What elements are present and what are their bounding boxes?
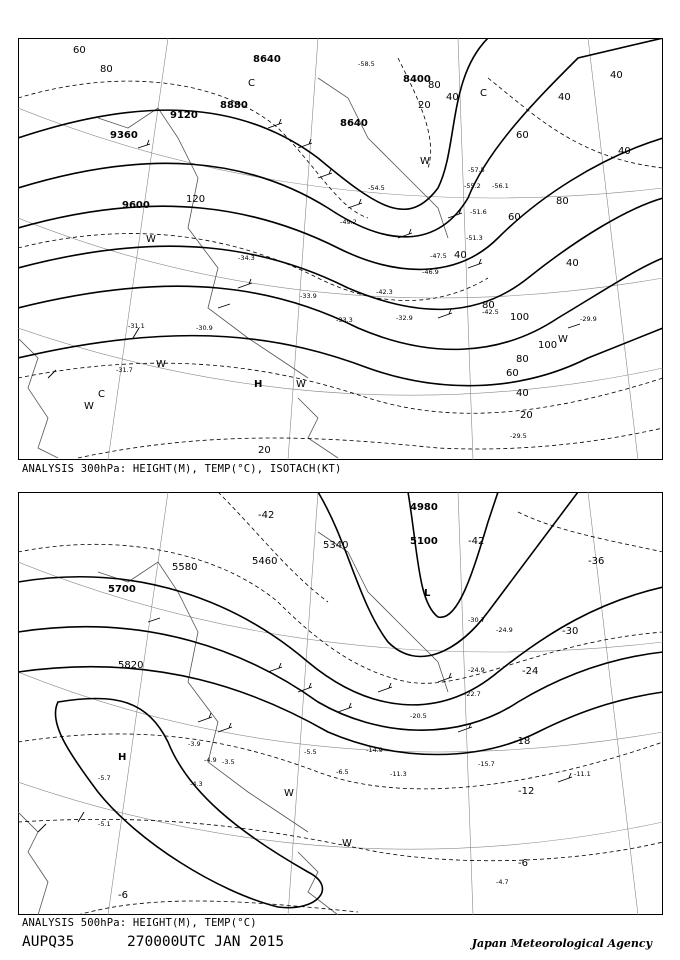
warm-center: W	[296, 379, 306, 390]
temperature-label: -14.9	[366, 746, 383, 754]
valid-time: 270000UTC JAN 2015	[127, 934, 285, 950]
isotach-label: 80	[100, 64, 113, 75]
analysis-300hpa-map	[18, 38, 663, 460]
wind-barbs	[38, 618, 572, 832]
warm-center: W	[420, 156, 430, 167]
cold-center: C	[248, 78, 255, 89]
isotach-label: 120	[186, 194, 206, 205]
warm-center: W	[342, 838, 352, 849]
cold-center: C	[98, 389, 105, 400]
isotherm-label: -36	[588, 556, 605, 567]
temperature-label: -56.1	[492, 182, 509, 190]
temperature-label: -31.7	[116, 366, 133, 374]
isotach-label: 20	[258, 445, 271, 456]
temperature-label: -29.9	[580, 315, 597, 323]
height-contours	[18, 492, 663, 908]
temperature-label: -24.9	[468, 666, 485, 674]
height-label: 5460	[252, 556, 278, 567]
isotherm-label: -18	[514, 736, 531, 747]
isotach-label: 40	[610, 70, 623, 81]
temperature-label: -55.2	[464, 182, 481, 190]
isotherm-label: -6	[518, 858, 528, 869]
warm-center: W	[558, 334, 568, 345]
isotherm-label: -12	[518, 786, 535, 797]
isotach-label: 80	[482, 300, 495, 311]
coastlines	[18, 532, 448, 915]
temperature-label: -11.3	[390, 770, 407, 778]
warm-center: W	[156, 359, 166, 370]
temperature-label: -15.7	[478, 760, 495, 768]
low-pressure-center: L	[424, 588, 431, 599]
map-300hpa-svg	[18, 38, 663, 460]
caption-500hpa: ANALYSIS 500hPa: HEIGHT(M), TEMP(°C)	[22, 917, 257, 929]
cold-center: C	[480, 88, 487, 99]
temperature-label: -3.5	[222, 758, 235, 766]
analysis-500hpa-map	[18, 492, 663, 915]
height-label: 9120	[170, 110, 198, 121]
height-label: 9360	[110, 130, 138, 141]
isotach-label: 40	[454, 250, 467, 261]
warm-center: W	[146, 234, 156, 245]
isotach-label: 40	[566, 258, 579, 269]
height-label: 8640	[253, 54, 281, 65]
temperature-label: -51.3	[466, 234, 483, 242]
temperature-label: -4.9	[204, 756, 217, 764]
temperature-label: -57.5	[468, 166, 485, 174]
temperature-label: -30.7	[468, 616, 485, 624]
caption-300hpa: ANALYSIS 300hPa: HEIGHT(M), TEMP(°C), ISOTACH(KT)	[22, 463, 342, 475]
isotherm-label: -6	[118, 890, 128, 901]
height-label: 9600	[122, 200, 150, 211]
isotach-label: 100	[510, 312, 530, 323]
graticule	[18, 492, 663, 915]
warm-center: W	[84, 401, 94, 412]
isotach-label: 40	[618, 146, 631, 157]
height-label: 8640	[340, 118, 368, 129]
isotach-label: 60	[73, 45, 86, 56]
agency-name: Japan Meteorological Agency	[471, 937, 652, 950]
isotherm-contours	[18, 492, 663, 915]
temperature-label: -6.5	[336, 768, 349, 776]
temperature-label: -54.5	[368, 184, 385, 192]
isotherm-label: -24	[522, 666, 539, 677]
temperature-label: -34.3	[238, 254, 255, 262]
high-pressure-center: H	[254, 379, 263, 390]
isotach-label: 80	[428, 80, 441, 91]
map-500hpa-svg	[18, 492, 663, 915]
isotherm-label: -42	[468, 536, 485, 547]
chart-code: AUPQ35	[22, 934, 75, 950]
temperature-label: -24.9	[496, 626, 513, 634]
temperature-label: -20.5	[410, 712, 427, 720]
isotach-label: 60	[508, 212, 521, 223]
isotach-label: 40	[516, 388, 529, 399]
isotach-label: 80	[556, 196, 569, 207]
temperature-label: -58.5	[358, 60, 375, 68]
isotach-label: 60	[506, 368, 519, 379]
height-label: 8400	[403, 74, 431, 85]
temperature-label: -49.2	[340, 218, 357, 226]
temperature-label: -11.1	[574, 770, 591, 778]
temperature-label: -46.9	[422, 268, 439, 276]
isotherm-label: -42	[258, 510, 275, 521]
height-label: 8880	[220, 100, 248, 111]
coastlines	[18, 78, 448, 458]
temperature-label: -51.6	[470, 208, 487, 216]
temperature-label: -42.5	[482, 308, 499, 316]
temperature-label: -22.7	[464, 690, 481, 698]
temperature-label: -31.1	[128, 322, 145, 330]
height-label: 5100	[410, 536, 438, 547]
height-label: 4980	[410, 502, 438, 513]
temperature-label: -47.5	[430, 252, 447, 260]
temperature-label: -5.1	[98, 820, 111, 828]
temperature-label: -33.9	[300, 292, 317, 300]
temperature-label: -4.7	[496, 878, 509, 886]
warm-center: W	[284, 788, 294, 799]
chart-footer	[22, 934, 652, 956]
isotach-label: 40	[558, 92, 571, 103]
temperature-label: -29.5	[510, 432, 527, 440]
temperature-label: -3.9	[188, 740, 201, 748]
height-label: 5580	[172, 562, 198, 573]
temperature-label: -5.5	[304, 748, 317, 756]
high-pressure-center: H	[118, 752, 127, 763]
height-label: 5700	[108, 584, 136, 595]
height-label: 5820	[118, 660, 144, 671]
isotach-label: 60	[516, 130, 529, 141]
temperature-label: -32.9	[396, 314, 413, 322]
isotach-label: 20	[520, 410, 533, 421]
temperature-label: -33.3	[336, 316, 353, 324]
temperature-label: -4.3	[190, 780, 203, 788]
isotherm-label: -30	[562, 626, 579, 637]
isotach-label: 80	[516, 354, 529, 365]
temperature-label: -42.3	[376, 288, 393, 296]
isotach-label: 20	[418, 100, 431, 111]
height-label: 5340	[323, 540, 349, 551]
temperature-label: -5.7	[98, 774, 111, 782]
temperature-label: -30.9	[196, 324, 213, 332]
isotach-label: 100	[538, 340, 558, 351]
isotach-label: 40	[446, 92, 459, 103]
